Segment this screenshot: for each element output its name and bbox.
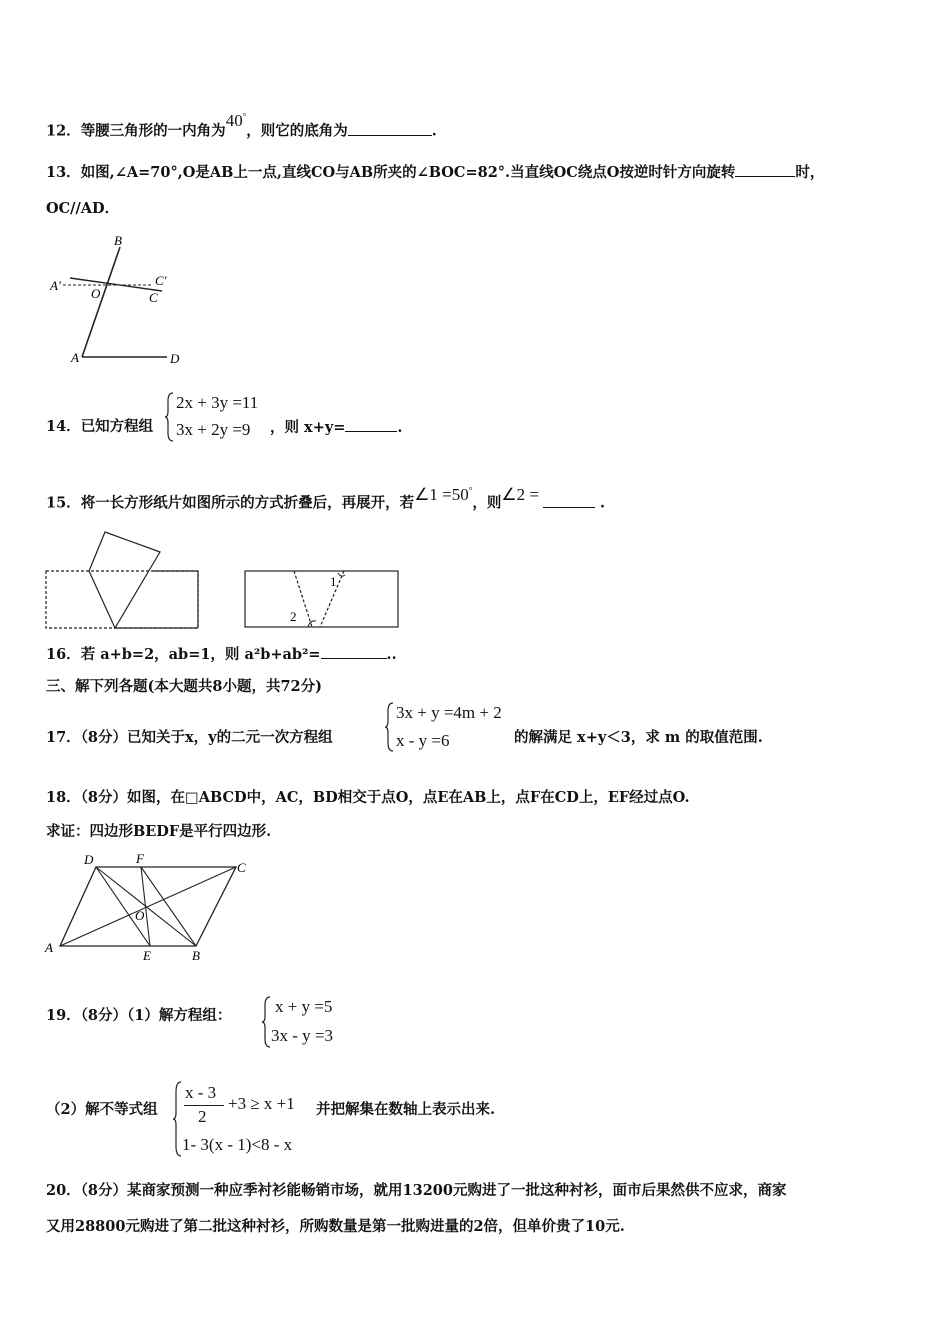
q15-given-angle: ∠1 =50° <box>414 484 473 504</box>
q15-number: 15． <box>46 494 81 512</box>
q14-eq1: 2x + 3y =11 <box>176 393 259 412</box>
question-16: 16．若 a+b=2，ab=1，则 a²b+ab²= .. <box>46 646 397 663</box>
q15-label-1: 1 <box>330 574 337 589</box>
q18-text: （8分）如图，在□ABCD中，AC，BD相交于点O，点E在AB上，点F在CD上，EF经过点O. <box>80 789 690 806</box>
q19-tail: 并把解集在数轴上表示出来. <box>316 1101 496 1118</box>
q13-label-D: D <box>170 351 180 366</box>
question-15: 15．将一长方形纸片如图所示的方式折叠后，再展开，若∠1 =50°，则∠2 = . <box>46 484 606 512</box>
q18-label-C: C <box>237 860 246 875</box>
q18-figure <box>44 852 254 962</box>
q13-number: 13． <box>46 164 81 181</box>
q17-text: （8分）已知关于x，y的二元一次方程组 <box>80 729 333 746</box>
q19-ineq1-numerator: x - 3 <box>185 1083 217 1102</box>
q19-ineq1-denominator: 2 <box>198 1107 207 1126</box>
q14-text: 已知方程组 <box>80 418 154 435</box>
q18-label-O: O <box>135 908 145 923</box>
q20-line2: 又用28800元购进了第二批这种衬衫，所购数量是第一批购进量的2倍，但单价贵了10元. <box>46 1218 625 1235</box>
q14-eq2: 3x + 2y =9 <box>176 420 251 439</box>
q13-label-A-prime: A' <box>50 278 61 293</box>
q13-text: 如图,∠A=70°,O是AB上一点,直线CO与AB所夹的∠BOC=82°.当直线OC绕点O按逆时针方向旋转 <box>80 164 736 181</box>
q17-eq1: 3x + y =4m + 2 <box>396 703 502 722</box>
question-18 <box>46 788 690 808</box>
q20-line1: （8分）某商家预测一种应季衬衫能畅销市场，就用13200元购进了一批这种衬衫，面市后果然供不应求，商家 <box>80 1182 787 1199</box>
q19-inequality-system <box>173 1080 313 1158</box>
q18-number: 18． <box>46 789 81 806</box>
question-13: 13．如图,∠A=70°,O是AB上一点,直线CO与AB所夹的∠BOC=82°.当直线OC绕点O按逆时针方向旋转 时， <box>46 164 825 181</box>
q17-equation-system <box>385 701 515 753</box>
q18-label-F: F <box>136 851 144 866</box>
q16-number: 16． <box>46 646 81 663</box>
q17-tail: 的解满足 x+y＜3，求 m 的取值范围. <box>514 729 763 746</box>
question-14 <box>46 417 153 437</box>
q13-label-B: B <box>114 233 122 248</box>
q18-line2: 求证：四边形BEDF是平行四边形. <box>46 823 272 840</box>
q15-ask-angle: ∠2 = <box>501 484 539 504</box>
q19-ineq1-rest: +3 ≥ x +1 <box>228 1094 295 1113</box>
q15-figure-unfolded <box>244 570 404 630</box>
section-3-title: 三、解下列各题(本大题共8小题，共72分) <box>46 678 322 695</box>
q15-answer-blank[interactable] <box>543 493 595 508</box>
q15-label-2: 2 <box>290 609 297 624</box>
q14-answer-blank[interactable] <box>345 417 397 432</box>
q12-angle: 40° <box>225 110 247 130</box>
q17-number: 17． <box>46 729 81 746</box>
q13-label-O: O <box>91 286 101 301</box>
q17-eq2: x - y =6 <box>396 731 450 750</box>
q18-label-B: B <box>192 948 200 963</box>
q19-number: 19． <box>46 1007 81 1024</box>
question-12: 12．等腰三角形的一内角为40°，则它的底角为 . <box>46 110 437 140</box>
q16-answer-blank[interactable] <box>321 644 387 659</box>
question-20 <box>46 1181 786 1201</box>
q18-label-E: E <box>143 948 151 963</box>
q12-text: 等腰三角形的一内角为 <box>80 122 226 140</box>
q12-text-b: ，则它的底角为 <box>246 122 348 140</box>
q14-equation-system <box>165 391 275 443</box>
q13-label-C: C <box>149 290 158 305</box>
q20-number: 20． <box>46 1182 81 1199</box>
q19-fraction-bar <box>184 1105 224 1106</box>
q13-label-C-prime: C' <box>155 273 167 288</box>
q13-label-A: A <box>71 350 79 365</box>
q14-answer-line: ，则 x+y= . <box>270 419 403 436</box>
q19-ineq2: 1- 3(x - 1)<8 - x <box>182 1135 293 1154</box>
q19-eq2: 3x - y =3 <box>271 1026 333 1045</box>
q13-line2: OC//AD． <box>46 200 120 217</box>
q16-text: 若 a+b=2，ab=1，则 a²b+ab²= <box>80 646 321 663</box>
q19-equation-system <box>262 995 362 1049</box>
q19-part2-label: （2）解不等式组 <box>46 1101 158 1118</box>
question-19 <box>46 1006 231 1026</box>
q18-label-A: A <box>45 940 53 955</box>
q18-label-D: D <box>84 852 94 867</box>
q13-figure <box>45 233 185 368</box>
q12-answer-blank[interactable] <box>348 121 432 136</box>
q12-number: 12． <box>46 122 81 140</box>
question-17 <box>46 728 333 748</box>
q13-answer-blank[interactable] <box>735 162 795 177</box>
q15-figure-folded <box>45 530 205 630</box>
q19-eq1: x + y =5 <box>275 997 333 1016</box>
q14-number: 14． <box>46 418 81 435</box>
q19-text: （8分）（1）解方程组： <box>80 1007 232 1024</box>
q15-text: 将一长方形纸片如图所示的方式折叠后，再展开，若 <box>80 494 415 512</box>
